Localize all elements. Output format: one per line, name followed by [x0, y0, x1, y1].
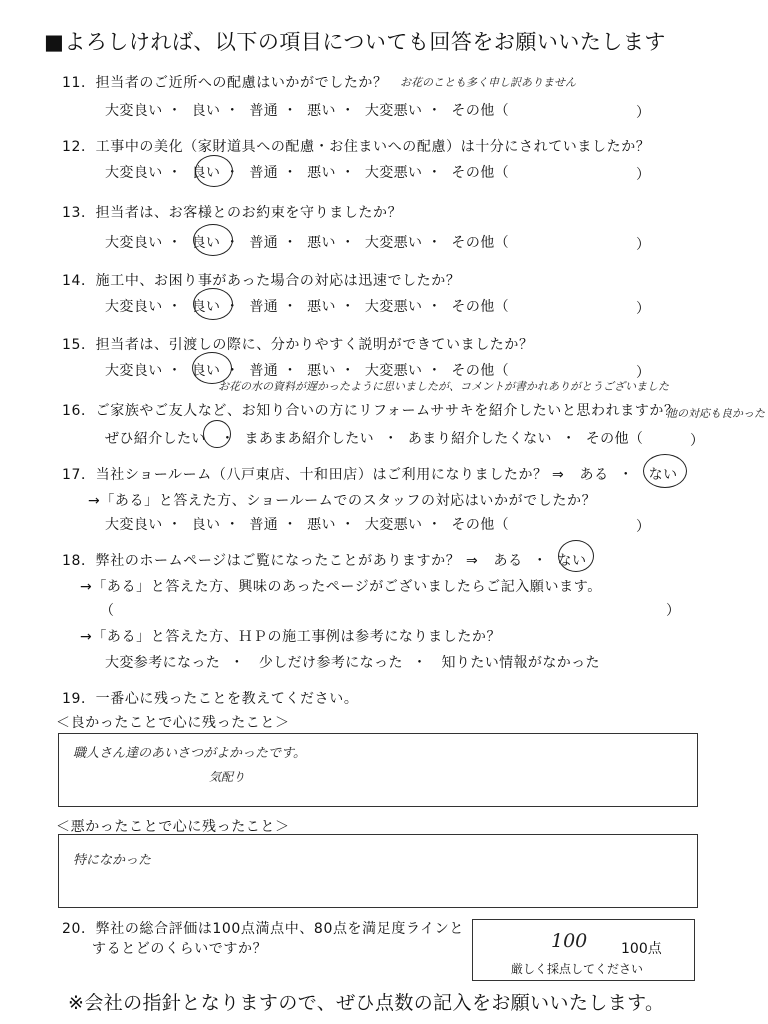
- option-very-bad[interactable]: 大変悪い: [364, 165, 423, 181]
- q18-close-paren: ）: [666, 603, 681, 619]
- q16-handwritten-comment: 他の対応も良かった: [666, 407, 765, 420]
- option-very-helpful[interactable]: 大変参考になった: [105, 655, 221, 671]
- q17-text: 17．当社ショールーム（八戸東店、十和田店）はご利用になりましたか？: [62, 467, 548, 483]
- option-very-bad[interactable]: 大変悪い: [364, 517, 423, 533]
- option-very-good[interactable]: 大変良い: [105, 165, 163, 181]
- option-somewhat-helpful[interactable]: 少しだけ参考になった: [258, 655, 403, 671]
- option-very-good[interactable]: 大変良い: [105, 103, 163, 119]
- q15-handwritten-comment: お花の水の資料が遅かったように思いましたが、コメントが書かれありがとうございました: [218, 380, 669, 393]
- q13-text: 13．担当者は、お客様とのお約束を守りましたか？: [62, 205, 403, 221]
- q18-text: 18．弊社のホームページはご覧になったことがありますか？: [62, 553, 461, 569]
- q20-text-line2: するとどのくらいですか？: [92, 941, 268, 957]
- q17-option-no[interactable]: ない: [648, 467, 678, 483]
- option-other[interactable]: その他（: [451, 517, 510, 533]
- q18-answer-row: ⇒ ある ・ ない: [466, 553, 587, 569]
- option-normal[interactable]: 普通: [249, 103, 279, 119]
- option-bad[interactable]: 悪い: [307, 363, 336, 379]
- option-other[interactable]: その他（: [451, 363, 510, 379]
- footer-note: ※会社の指針となりますので、ぜひ点数の記入をお願いいたします。: [68, 992, 665, 1014]
- option-good[interactable]: 良い: [191, 363, 221, 379]
- option-very-good[interactable]: 大変良い: [105, 299, 163, 315]
- q17-option-yes[interactable]: ある: [579, 467, 609, 483]
- option-normal[interactable]: 普通: [249, 299, 279, 315]
- q19-bad-answer: 特になかった: [73, 853, 152, 868]
- arrow-icon: ⇒: [466, 553, 479, 569]
- q19-good-answer: 職人さん達のあいさつがよかったです。: [73, 746, 306, 761]
- option-other[interactable]: その他（: [451, 103, 510, 119]
- option-recommend-not-much[interactable]: あまり紹介したくない: [407, 431, 552, 447]
- q18-open-paren: （: [100, 603, 115, 619]
- q16-text: 16．ご家族やご友人など、お知り合いの方にリフォームササキを紹介したいと思われますか？: [62, 403, 679, 419]
- q14-selected-circle: [193, 288, 233, 320]
- option-bad[interactable]: 悪い: [307, 165, 336, 181]
- q19-text: 19．一番心に残ったことを教えてください。: [62, 691, 359, 707]
- q17-close-paren: ）: [636, 519, 651, 535]
- q13-close-paren: ）: [636, 237, 651, 253]
- option-other[interactable]: その他（: [585, 431, 644, 447]
- q12-close-paren: ）: [636, 167, 651, 183]
- q12-options: 大変良い ・ 良い ・ 普通 ・ 悪い ・ 大変悪い ・ その他（: [105, 165, 510, 181]
- option-normal[interactable]: 普通: [249, 517, 279, 533]
- option-recommend-somewhat[interactable]: まあまあ紹介したい: [244, 431, 375, 447]
- q17-selected-circle: [643, 454, 687, 488]
- option-bad[interactable]: 悪い: [307, 299, 336, 315]
- q19-good-answer-note: 気配り: [209, 770, 246, 784]
- option-very-good[interactable]: 大変良い: [105, 517, 163, 533]
- option-good[interactable]: 良い: [191, 103, 221, 119]
- arrow-icon: ⇒: [552, 467, 565, 483]
- option-normal[interactable]: 普通: [249, 235, 279, 251]
- option-good[interactable]: 良い: [191, 165, 221, 181]
- option-bad[interactable]: 悪い: [307, 235, 336, 251]
- q20-score-unit: 100点: [621, 941, 662, 957]
- q18-option-yes[interactable]: ある: [493, 553, 523, 569]
- q15-options: 大変良い ・ 良い ・ 普通 ・ 悪い ・ 大変悪い ・ その他（: [105, 363, 510, 379]
- q19-bad-label: ＜悪かったことで心に残ったこと＞: [56, 819, 290, 835]
- option-bad[interactable]: 悪い: [307, 103, 336, 119]
- option-very-good[interactable]: 大変良い: [105, 363, 163, 379]
- q16-selected-circle: [203, 420, 231, 448]
- option-very-bad[interactable]: 大変悪い: [364, 299, 423, 315]
- q18-sub-question-2: →「ある」と答えた方、ＨＰの施工事例は参考になりましたか？: [80, 629, 502, 645]
- option-good[interactable]: 良い: [191, 299, 221, 315]
- q18-options: 大変参考になった ・ 少しだけ参考になった ・ 知りたい情報がなかった: [105, 655, 600, 671]
- option-other[interactable]: その他（: [451, 165, 510, 181]
- q11-handwritten-comment: お花のことも多く申し訳ありません: [400, 76, 576, 89]
- q11-close-paren: ）: [636, 105, 651, 121]
- q17-sub-question: →「ある」と答えた方、ショールームでのスタッフの対応はいかがでしたか？: [88, 493, 597, 509]
- q20-score-box[interactable]: [472, 919, 695, 981]
- option-very-bad[interactable]: 大変悪い: [364, 103, 423, 119]
- q14-text: 14．施工中、お困り事があった場合の対応は迅速でしたか？: [62, 273, 461, 289]
- q17-options: 大変良い ・ 良い ・ 普通 ・ 悪い ・ 大変悪い ・ その他（: [105, 517, 510, 533]
- q15-close-paren: ）: [636, 365, 651, 381]
- q18-option-no[interactable]: ない: [557, 553, 587, 569]
- option-normal[interactable]: 普通: [249, 165, 279, 181]
- q14-options: 大変良い ・ 良い ・ 普通 ・ 悪い ・ 大変悪い ・ その他（: [105, 299, 510, 315]
- q19-bad-answer-box[interactable]: [58, 834, 698, 908]
- q13-options: 大変良い ・ 良い ・ 普通 ・ 悪い ・ 大変悪い ・ その他（: [105, 235, 510, 251]
- q14-close-paren: ）: [636, 301, 651, 317]
- q13-selected-circle: [193, 224, 233, 256]
- option-normal[interactable]: 普通: [249, 363, 279, 379]
- option-very-bad[interactable]: 大変悪い: [364, 363, 423, 379]
- q18-sub-question-1: →「ある」と答えた方、興味のあったページがございましたらご記入願います。: [80, 579, 602, 595]
- option-other[interactable]: その他（: [451, 299, 510, 315]
- option-recommend-definitely[interactable]: ぜひ紹介したい: [105, 431, 206, 447]
- q11-text: 11．担当者のご近所への配慮はいかがでしたか？: [62, 75, 388, 91]
- q19-good-label: ＜良かったことで心に残ったこと＞: [56, 715, 290, 731]
- option-good[interactable]: 良い: [191, 517, 221, 533]
- q19-good-answer-box[interactable]: [58, 733, 698, 807]
- option-very-good[interactable]: 大変良い: [105, 235, 163, 251]
- option-not-helpful[interactable]: 知りたい情報がなかった: [441, 655, 600, 671]
- q12-text: 12．工事中の美化（家財道具への配慮・お住まいへの配慮）は十分にされていましたか？: [62, 139, 651, 155]
- q11-options: 大変良い ・ 良い ・ 普通 ・ 悪い ・ 大変悪い ・ その他（: [105, 103, 510, 119]
- option-bad[interactable]: 悪い: [307, 517, 336, 533]
- survey-header: ■よろしければ、以下の項目についても回答をお願いいたします: [44, 30, 666, 54]
- option-other[interactable]: その他（: [451, 235, 510, 251]
- q16-close-paren: ）: [690, 433, 705, 449]
- q12-selected-circle: [195, 155, 233, 187]
- q16-options: ぜひ紹介したい ・ まあまあ紹介したい ・ あまり紹介したくない ・ その他（: [105, 431, 644, 447]
- option-very-bad[interactable]: 大変悪い: [364, 235, 423, 251]
- q15-text: 15．担当者は、引渡しの際に、分かりやすく説明ができていましたか？: [62, 337, 534, 353]
- q20-score-note: 厳しく採点してください: [511, 962, 644, 976]
- option-good[interactable]: 良い: [191, 235, 221, 251]
- q17-answer-row: ⇒ ある ・ ない: [552, 467, 678, 483]
- q20-text-line1: 20．弊社の総合評価は100点満点中、80点を満足度ラインと: [62, 921, 464, 937]
- q20-score-value: 100: [551, 930, 588, 952]
- q18-selected-circle: [558, 540, 594, 572]
